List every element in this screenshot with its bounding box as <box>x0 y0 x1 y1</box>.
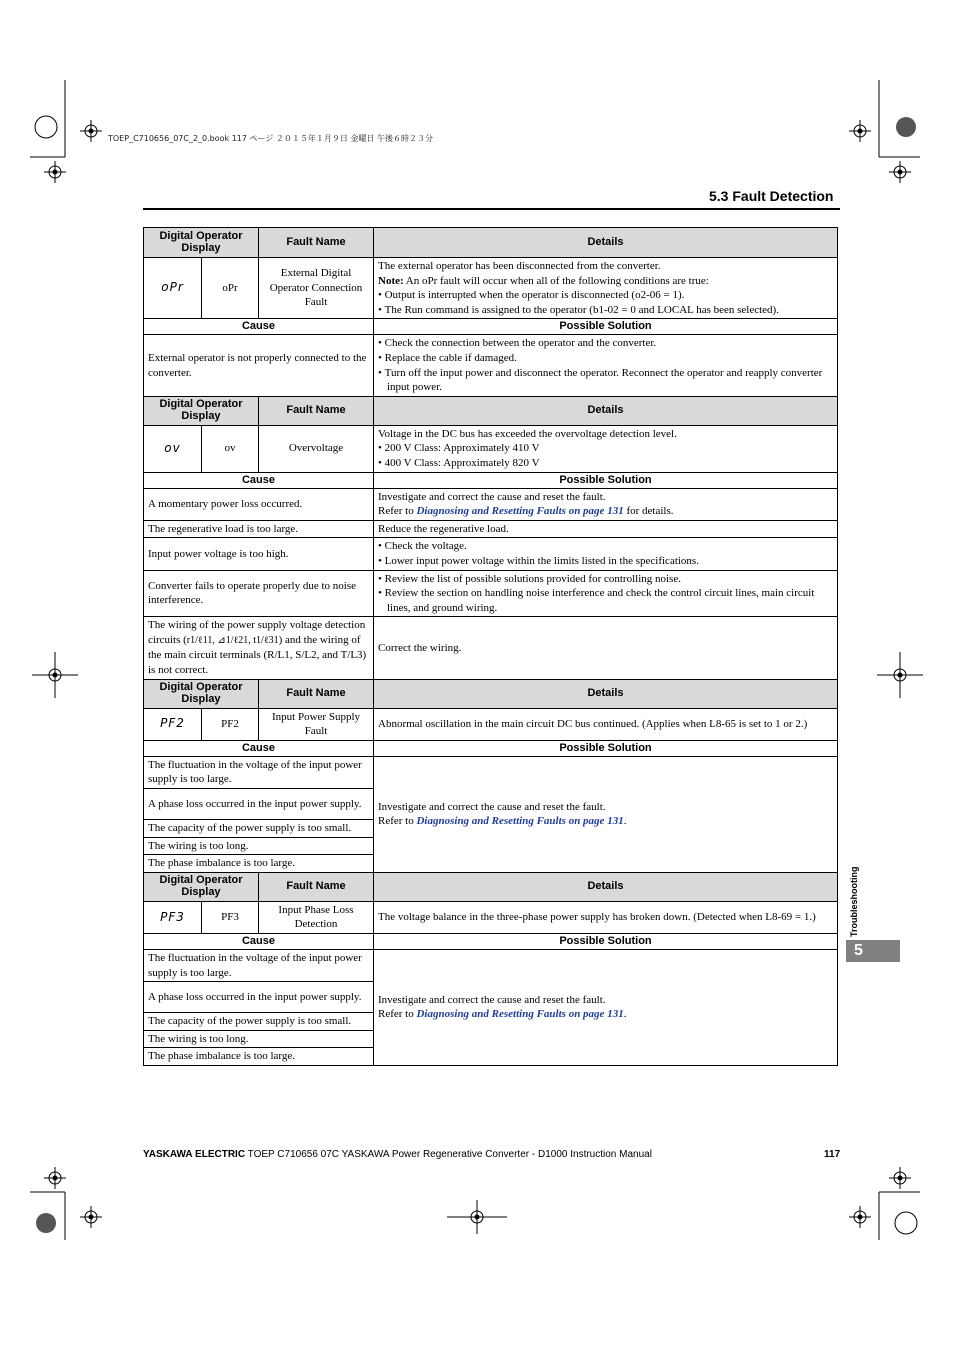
cause-cell: The phase imbalance is too large. <box>144 1048 374 1066</box>
fault-code: oPr <box>202 258 259 319</box>
page-number: 117 <box>824 1149 841 1160</box>
fault-name: Input Phase Loss Detection <box>259 901 374 933</box>
header-fault-name: Fault Name <box>259 396 374 425</box>
solution-cell: • Check the connection between the operator and the converter. • Replace the cable if damaged. • Turn off the input power and disconnect the operator. Reconnect the operator and reapply converter input power. <box>374 335 838 396</box>
footer-brand: YASKAWA ELECTRIC <box>143 1149 246 1160</box>
header-fault-name: Fault Name <box>259 228 374 258</box>
cause-cell: The phase imbalance is too large. <box>144 855 374 873</box>
fault-code: PF3 <box>202 901 259 933</box>
cause-cell: A phase loss occurred in the input power supply. <box>144 982 374 1013</box>
cause-cell: External operator is not properly connected to the converter. <box>144 335 374 396</box>
cause-cell: The regenerative load is too large. <box>144 520 374 538</box>
xref-link[interactable]: Diagnosing and Resetting Faults on page 131 <box>416 1008 624 1021</box>
solution-cell: • Check the voltage. • Lower input power voltage within the limits listed in the specifications. <box>374 538 838 570</box>
fault-name: Overvoltage <box>259 425 374 472</box>
xref-link[interactable]: Diagnosing and Resetting Faults on page 131 <box>416 815 624 828</box>
section-title: 5.3 Fault Detection <box>709 188 834 204</box>
fault-details <box>374 258 838 319</box>
details-bullet: • The Run command is assigned to the operator (b1-02 = 0 and LOCAL has been selected). <box>378 303 833 318</box>
footer-text: YASKAWA ELECTRIC TOEP C710656 07C YASKAWA Power Regenerative Converter - D1000 Instruction Manual <box>143 1149 652 1160</box>
operator-display-glyph: oPr <box>144 258 202 319</box>
header-details: Details <box>374 228 838 258</box>
details-bullet: • Output is interrupted when the operator is disconnected (o2-06 = 1). <box>378 288 833 303</box>
header-display: Digital Operator Display <box>144 228 259 258</box>
header-display: Digital Operator Display <box>144 396 259 425</box>
header-cause: Cause <box>144 934 374 950</box>
header-details: Details <box>374 679 838 708</box>
chapter-number: 5 <box>854 942 863 959</box>
chapter-side-label: Troubleshooting <box>849 866 859 937</box>
header-cause: Cause <box>144 740 374 756</box>
solution-cell: Investigate and correct the cause and reset the fault. Refer to Diagnosing and Resetting Faults on page 131. <box>374 756 838 872</box>
fault-details: The voltage balance in the three-phase power supply has broken down. (Detected when L8-69 = 1.) <box>374 901 838 933</box>
details-note: Note: An oPr fault will occur when all of the following conditions are true: <box>378 274 709 287</box>
cause-cell: A phase loss occurred in the input power supply. <box>144 789 374 820</box>
chapter-number-box <box>846 940 900 962</box>
details-bullet: • 400 V Class: Approximately 820 V <box>378 456 833 471</box>
header-cause: Cause <box>144 472 374 488</box>
header-fault-name: Fault Name <box>259 872 374 901</box>
header-cause: Cause <box>144 319 374 335</box>
solution-cell: Investigate and correct the cause and reset the fault. Refer to Diagnosing and Resetting Faults on page 131 for details. <box>374 488 838 520</box>
fault-code: PF2 <box>202 708 259 740</box>
operator-display-glyph: PF2 <box>144 708 202 740</box>
header-possible-solution: Possible Solution <box>374 472 838 488</box>
cause-cell: The capacity of the power supply is too small. <box>144 1013 374 1031</box>
details-line: Voltage in the DC bus has exceeded the overvoltage detection level. <box>378 427 677 440</box>
xref-link[interactable]: Diagnosing and Resetting Faults on page 131 <box>416 505 624 518</box>
fault-name: Input Power Supply Fault <box>259 708 374 740</box>
print-job-header: TOEP_C710656_07C_2_0.book 117 ページ ２０１５年１月９日 金曜日 午後６時２３分 <box>108 134 433 143</box>
solution-cell: Correct the wiring. <box>374 617 838 679</box>
cause-cell: The fluctuation in the voltage of the input power supply is too large. <box>144 950 374 982</box>
solution-cell: Reduce the regenerative load. <box>374 520 838 538</box>
details-line: The external operator has been disconnected from the converter. <box>378 260 661 272</box>
header-possible-solution: Possible Solution <box>374 319 838 335</box>
cause-cell: The wiring of the power supply voltage detection circuits (r1/ℓ11, ⊿1/ℓ21, t1/ℓ31) and the wiring of the main circuit terminals (R/L1, S/L2, and T/L3) is not correct. <box>144 617 374 679</box>
solution-cell: Investigate and correct the cause and reset the fault. Refer to Diagnosing and Resetting Faults on page 131. <box>374 950 838 1066</box>
cause-cell: The fluctuation in the voltage of the input power supply is too large. <box>144 756 374 788</box>
operator-display-glyph: ov <box>144 425 202 472</box>
fault-details <box>374 425 838 472</box>
details-bullet: • 200 V Class: Approximately 410 V <box>378 441 833 456</box>
cause-cell: Converter fails to operate properly due to noise interference. <box>144 570 374 617</box>
operator-display-glyph: PF3 <box>144 901 202 933</box>
header-possible-solution: Possible Solution <box>374 740 838 756</box>
header-fault-name: Fault Name <box>259 679 374 708</box>
header-details: Details <box>374 396 838 425</box>
cause-cell: A momentary power loss occurred. <box>144 488 374 520</box>
fault-name: External Digital Operator Connection Fault <box>259 258 374 319</box>
header-rule <box>143 208 840 210</box>
fault-table <box>143 227 838 1066</box>
cause-cell: The capacity of the power supply is too small. <box>144 820 374 838</box>
fault-code: ov <box>202 425 259 472</box>
fault-details: Abnormal oscillation in the main circuit DC bus continued. (Applies when L8-65 is set to 1 or 2.) <box>374 708 838 740</box>
header-possible-solution: Possible Solution <box>374 934 838 950</box>
cause-cell: Input power voltage is too high. <box>144 538 374 570</box>
header-display: Digital Operator Display <box>144 872 259 901</box>
cause-cell: The wiring is too long. <box>144 1030 374 1048</box>
header-display: Digital Operator Display <box>144 679 259 708</box>
header-details: Details <box>374 872 838 901</box>
cause-cell: The wiring is too long. <box>144 837 374 855</box>
solution-cell: • Review the list of possible solutions provided for controlling noise. • Review the section on handling noise interference and check the control circuit lines, main circuit lines, and ground wiring. <box>374 570 838 617</box>
